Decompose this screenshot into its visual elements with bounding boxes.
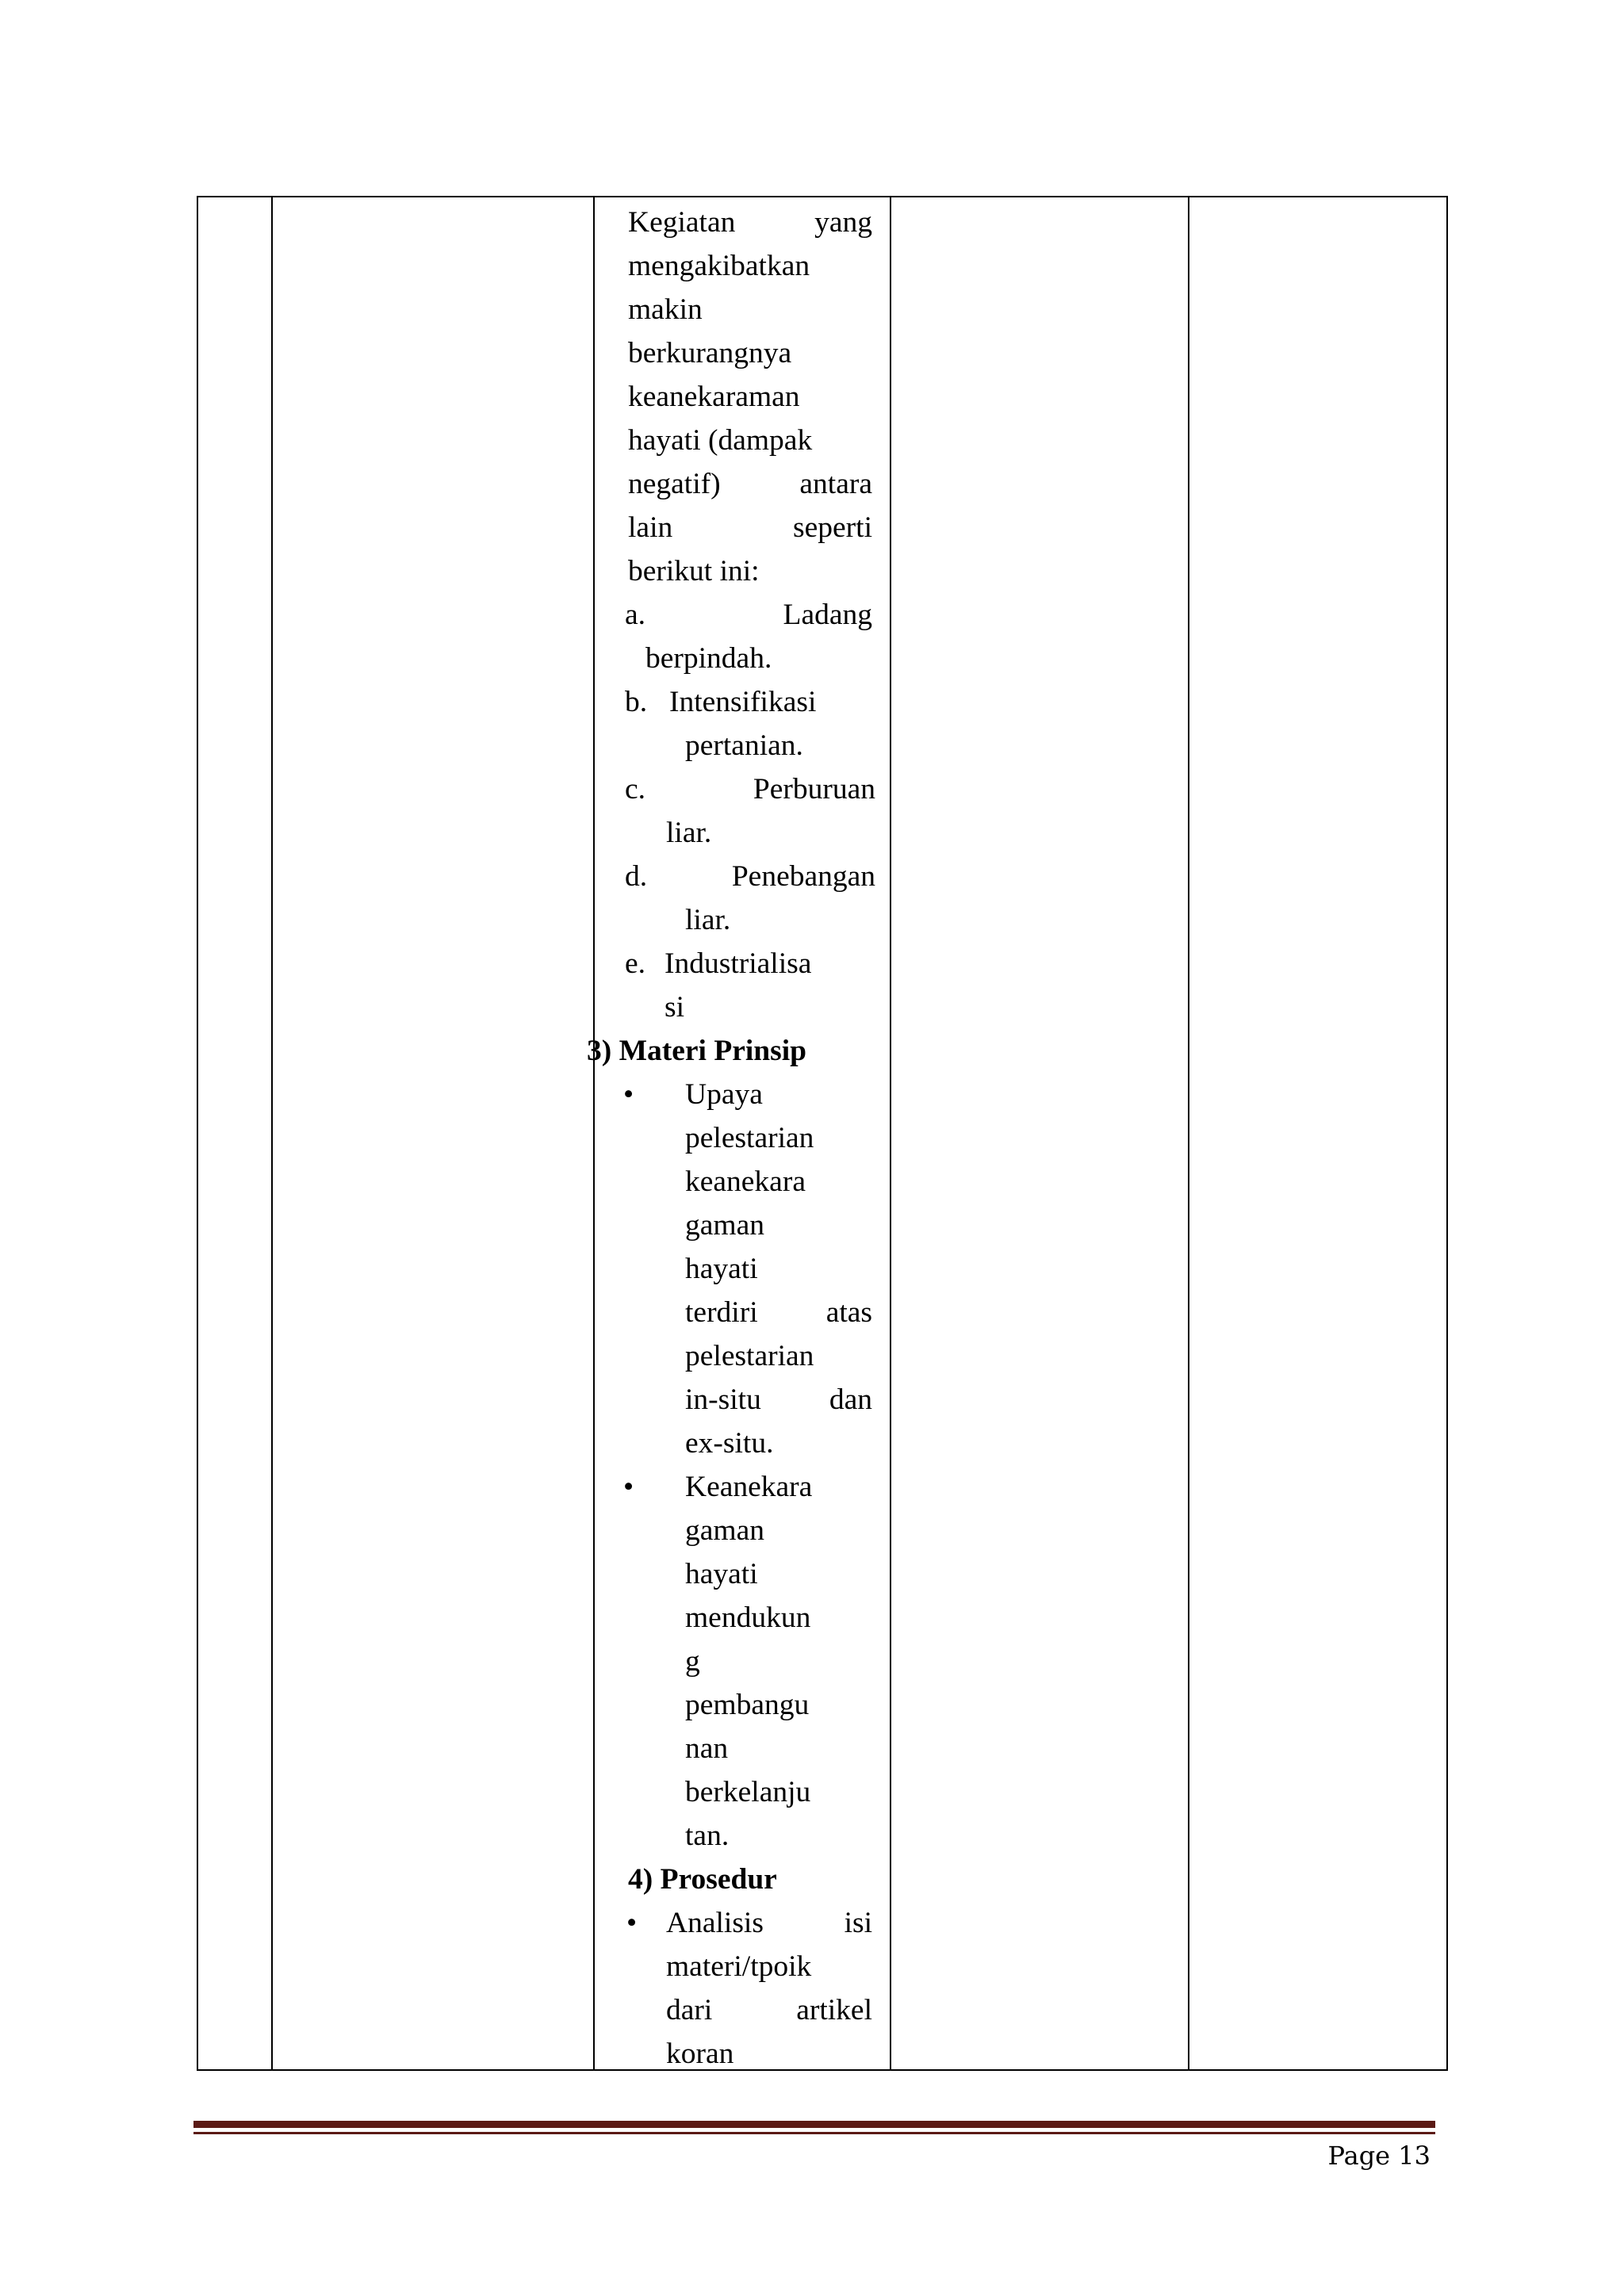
bullet-word: artikel [796, 1994, 872, 2026]
bullet-line: materi/tpoik [666, 1950, 812, 1983]
intro-paragraph [628, 201, 872, 593]
bullet-line [685, 1378, 872, 1422]
list-item-continuation: berpindah. [645, 642, 772, 675]
bullet-line: hayati [685, 1253, 758, 1285]
table-cell-1 [197, 197, 272, 2070]
intro-line: berkurangnya [628, 337, 792, 369]
bullet-line: ex-situ. [685, 1427, 774, 1460]
intro-line: keanekaraman [628, 381, 800, 413]
intro-word: yang [814, 206, 872, 239]
bullet-line [685, 1291, 872, 1334]
bullet-line: pembangu [685, 1689, 810, 1721]
bullet-line: pelestarian [685, 1122, 814, 1154]
bullet-item [623, 1465, 872, 1858]
section-heading-materi-prinsip: 3) Materi Prinsip [587, 1035, 807, 1067]
list-item-text: Penebangan [731, 860, 875, 893]
bullet-line: Upaya [685, 1078, 763, 1111]
materi-content [587, 201, 875, 2076]
bullet-line [666, 1901, 872, 1945]
bullet-line [666, 1988, 872, 2032]
bullet-line: tan. [685, 1820, 730, 1852]
intro-line: berikut ini: [628, 555, 760, 587]
bullet-line: mendukun [685, 1601, 811, 1634]
list-item-text: Industrialisa [665, 947, 812, 980]
table-row [197, 197, 1447, 2070]
lettered-list [625, 593, 875, 1029]
bullet-list [623, 1073, 872, 1858]
bullet-line: berkelanju [685, 1776, 811, 1808]
bullet-word: dan [829, 1383, 872, 1416]
list-item-text: Perburuan [753, 773, 875, 806]
list-item-text: Intensifikasi [669, 686, 817, 718]
intro-line [628, 462, 872, 506]
list-item-continuation: pertanian. [685, 729, 803, 762]
content-table [197, 196, 1448, 2071]
intro-line [628, 506, 872, 549]
bullet-item [628, 1901, 872, 2076]
list-item-text: Ladang [783, 599, 872, 631]
bullet-line: nan [685, 1732, 729, 1765]
list-marker: a. [625, 599, 646, 631]
intro-line: mengakibatkan [628, 250, 810, 282]
bullet-glyph: • [626, 1907, 638, 1939]
list-item [625, 855, 875, 898]
bullet-word: terdiri [685, 1296, 758, 1329]
bullet-item [623, 1073, 872, 1465]
bullet-glyph: • [623, 1471, 634, 1503]
list-marker: d. [625, 860, 648, 893]
bullet-line: pelestarian [685, 1340, 814, 1372]
intro-word: Kegiatan [628, 206, 736, 239]
table-cell-2 [272, 197, 594, 2070]
list-item [625, 767, 875, 811]
list-item [625, 680, 872, 724]
intro-word: lain [628, 511, 673, 544]
section-heading-prosedur: 4) Prosedur [628, 1863, 777, 1896]
intro-line: hayati (dampak [628, 424, 813, 457]
bullet-line: hayati [685, 1558, 758, 1590]
bullet-list [628, 1901, 872, 2076]
list-item [625, 942, 872, 985]
bullet-word: Analisis [666, 1907, 764, 1939]
intro-line: makin [628, 293, 703, 326]
bullet-glyph: • [623, 1078, 634, 1111]
bullet-line: koran [666, 2038, 734, 2070]
bullet-line: g [685, 1645, 700, 1678]
bullet-line: Keanekara [685, 1471, 813, 1503]
bullet-word: isi [844, 1907, 872, 1939]
intro-word: negatif) [628, 468, 721, 500]
table-cell-3 [587, 197, 891, 2070]
footer-rule-thin [193, 2132, 1435, 2134]
table-cell-4 [891, 197, 1189, 2070]
list-marker: b. [625, 686, 648, 718]
list-marker: c. [625, 773, 646, 806]
list-item-continuation: liar. [685, 904, 731, 936]
list-item [625, 593, 872, 637]
table-cell-5 [1189, 197, 1447, 2070]
intro-line [628, 201, 872, 244]
intro-word: antara [799, 468, 872, 500]
intro-word: seperti [793, 511, 872, 544]
page-number: Page 13 [1327, 2141, 1431, 2171]
bullet-word: dari [666, 1994, 713, 2026]
bullet-word: atas [825, 1296, 872, 1329]
list-marker: e. [625, 947, 646, 980]
bullet-word: in-situ [685, 1383, 761, 1416]
footer-rule-thick [193, 2121, 1435, 2128]
list-item-continuation: si [665, 991, 685, 1024]
list-item-continuation: liar. [666, 817, 712, 849]
bullet-line: gaman [685, 1209, 764, 1242]
bullet-line: keanekara [685, 1165, 806, 1198]
bullet-line: gaman [685, 1514, 764, 1547]
